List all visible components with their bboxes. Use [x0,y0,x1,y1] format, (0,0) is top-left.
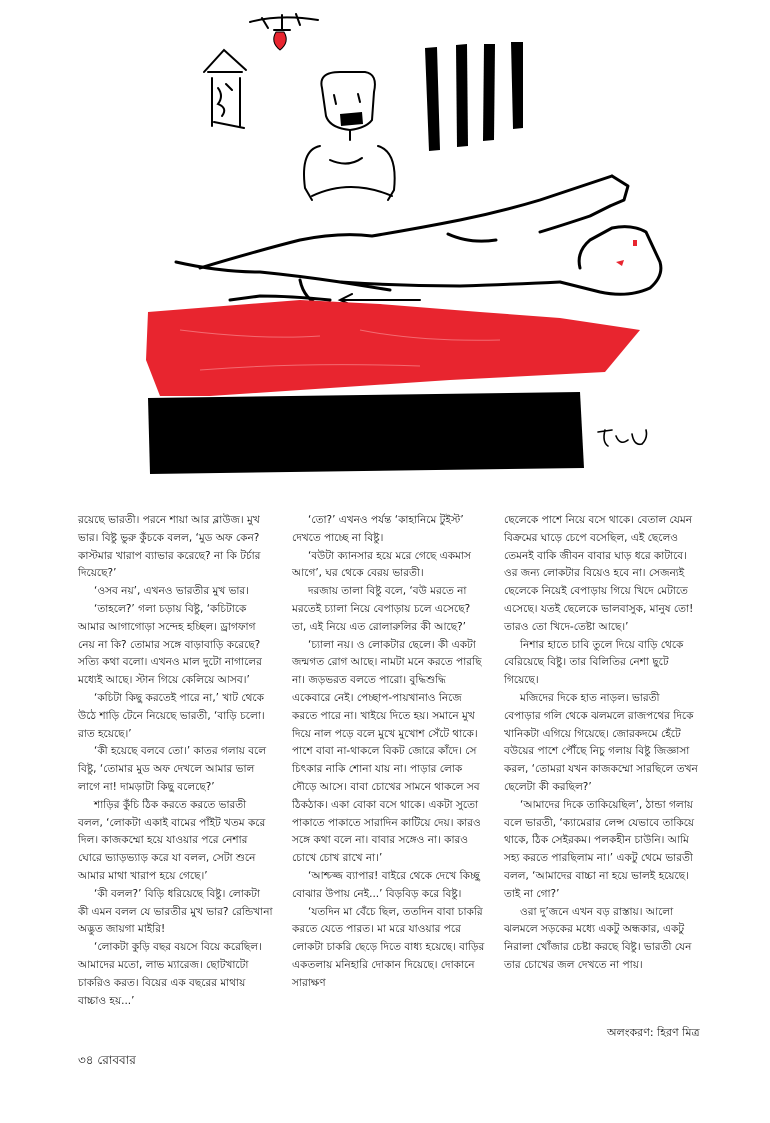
paragraph: নিশার হাতে চাবি তুলে দিয়ে বাড়ি থেকে বেরিয়েছে বিষ্টু। তার বিলিতির নেশা ছুটে গিয়েছে। [504,638,684,687]
paragraph: ‘চ্যালা নয়। ও লোকটার ছেলে। কী একটা জন্মগত রোগ আছে। নামটা মনে করতে পারছি না। জড়ভরত বলতে পারো। বুদ্ধিশুদ্ধি একেবারে নেই। পেচ্ছাপ-পায়খানাও নিজে করতে পারে না। খাইয়ে দিতে হয়। সমানে মুখ দিয়ে নাল পড়ে বলে মুখে মুখোশ সেঁটে থাকে। পাশে বাবা না-থাকলে বিকট জোরে কাঁদে। সে চিৎকার নাকি শোনা যায় না। পাড়ার লোক দৌড়ে আসে। বাবা চোখের সামনে থাকলে সব ঠিকঠাক। একা বোকা বসে থাকে। একটা সুতো পাকাতে পাকাতে সারাদিন কাটিয়ে দেয়। কারও সঙ্গে কথা বলে না। বাবার সঙ্গেও না। কারও চোখে চোখ রাখে না।’ [292,638,482,865]
window-shrine [204,50,246,128]
paragraph: শাড়ির কুঁচি ঠিক করতে করতে ভারতী বলল, ‘লোকটা একাই বামের পাঁইট খতম করে দিল। কাজকম্মো হয়ে যাওয়ার পরে নেশার ঘোরে ভ্যাড়ভ্যাড় করে যা বলল, সেটা শুনে আমার মাথা খারাপ হয়ে গেছে।’ [78,798,266,882]
paragraph: ‘তো?’ এখনও পর্যন্ত ‘কাহানিমে টুইস্ট’ দেখতে পাচ্ছে না বিষ্টু। [292,514,464,544]
paragraph: ‘আশ্চজ্জ ব্যাপার! বাইরে থেকে দেখে কিচ্ছু বোঝার উপায় নেই...’ বিড়বিড় করে বিষ্টু। [292,869,480,900]
paragraph: ছেলেকে পাশে নিয়ে বসে থাকে। বেতাল যেমন বিক্রমের ঘাড়ে চেপে বসেছিল, এই ছেলেও তেমনই বাকি জীবন বাবার ঘাড় ধরে কাটাবে। ওর জন্য লোকটার বিয়েও হবে না। সেজন্যই ছেলেকে নিয়েই বেপাড়ায় গিয়ে খিদে মেটাতে এসেছে। যতই ছেলেকে ভালবাসুক, মানুষ তো! তারও তো খিদে-তেষ্টা আছে।’ [504,514,694,633]
page-footer: ৩৪ রোববার [78,1053,136,1067]
text-column-2 [292,512,487,993]
red-torn-sheet [146,300,640,396]
paragraph: ‘কী হয়েছে বলবে তো।’ কাতর গলায় বলে বিষ্টু, ‘তোমার মুড অফ দেখলে আমার ভাল লাগে না! দামড়াটা কিছু বলেছে?’ [78,745,267,793]
bindi [633,240,637,246]
paragraph: ‘লোকটা কুড়ি বছর বয়সে বিয়ে করেছিল। আমাদের মতো, লাভ ম্যারেজ। ছোটখাটো চাকরিও করত। বিয়ের এক বছরের মাথায় বাচ্চাও হয়...’ [78,941,262,1007]
story-illustration [0,0,770,500]
text-column-1 [78,512,273,1010]
paragraph: ‘যতদিন মা বেঁচে ছিল, ততদিন বাবা চাকরি করতে যেতে পারত। মা মরে যাওয়ার পরে লোকটা চাকরি ছেড়ে দিতে বাধ্য হয়েছে। বাড়ির একতলায় মনিহারি দোকান দিয়েছে। দোকানে সারাক্ষণ [292,905,485,989]
figure-mask [340,112,363,126]
lips [616,260,624,266]
ceiling-lamp [250,14,318,30]
black-bed-base [148,392,584,474]
reclining-figures [176,176,661,306]
paragraph: ওরা দু’জনে এখন বড় রাস্তায়। আলো ঝলমলে সড়কের মধ্যে একটু অন্ধকার, একটু নিরালা খোঁজার চেষ্টা করছে বিষ্টু। ভারতী যেন তার চোখের জল দেখতে না পায়। [504,905,692,971]
paragraph: ‘আমাদের দিকে তাকিয়েছিল’, ঠান্ডা গলায় বলে ভারতী, ‘ক্যামেরার লেন্স যেভাবে তাকিয়ে থাকে, ঠিক সেইরকম। পলকহীন চাউনি। আমি সহ্য করতে পারছিলাম না।’ একটু থেমে ভারতী বলল, ‘আমাদের বাচ্চা না হয়ে ভালই হয়েছে। তাই না গো?’ [504,798,695,900]
text-column-3 [504,512,699,975]
lamp-bulb [274,32,287,50]
artist-signature [598,430,647,446]
paragraph: রয়েছে ভারতী। পরনে শায়া আর ব্লাউজ। মুখ ভার। বিষ্টু ভুরু কুঁচকে বলল, ‘মুড অফ কেন? কাস্টমার খারাপ ব্যাভার করেছে? না কি টর্চার দিয়েছে?’ [78,514,261,580]
seated-figure [304,72,395,200]
paragraph: ‘ওসব নয়’, এখনও ভারতীর মুখ ভার। [94,585,249,598]
window-bars [425,42,523,151]
story-text [78,512,698,1032]
illustration-credit: অলংকরণ: হিরণ মিত্র [607,1026,700,1039]
paragraph: ‘বউটা ক্যানসার হয়ে মরে গেছে একমাস আগে’, ঘর থেকে বেরয় ভারতী। [292,549,471,580]
paragraph: মজিদের দিকে হাত নাড়ল। ভারতী বেপাড়ার গলি থেকে ঝলমলে রাজপথের দিকে খানিকটা এগিয়ে গিয়েছে। জোরকদমে হেঁটে বউয়ের পাশে পৌঁছে নিচু গলায় বিষ্টু জিজ্ঞাসা করল, ‘তোমরা যখন কাজকম্মো সারছিলে তখন ছেলেটা কী করছিল?’ [504,691,698,793]
paragraph: ‘তাহলে?’ গলা চড়ায় বিষ্টু, ‘কচিটাকে আমার আগাগোড়া সন্দেহ হচ্ছিল। ড্রাগফাগ নেয় না কি? তোমার সঙ্গে বাড়াবাড়ি করেছে? সত্যি কথা বলো। এখনও মাল দুটো নাগালের মধ্যেই আছে। স্টান গিয়ে কেলিয়ে আসব।’ [78,602,262,687]
paragraph: দরজায় তালা বিষ্টু বলে, ‘বউ মরতে না মরতেই চ্যালা নিয়ে বেপাড়ায় চলে এসেছে? তা, এই নিয়ে এত রোলারুলির কী আছে?’ [292,585,471,633]
paragraph: ‘কচিটা কিছু করতেই পারে না,’ খাট থেকে উঠে শাড়ি টেনে নিয়েছে ভারতী, ‘বাড়ি চলো। রাত হয়েছে।’ [78,691,265,740]
paragraph: ‘কী বলল?’ বিড়ি ধরিয়েছে বিষ্টু। লোকটা কী এমন বলল যে ভারতীর মুখ ভার? রেন্ডিখানা অদ্ভুত জায়গা মাইরি! [78,887,273,936]
